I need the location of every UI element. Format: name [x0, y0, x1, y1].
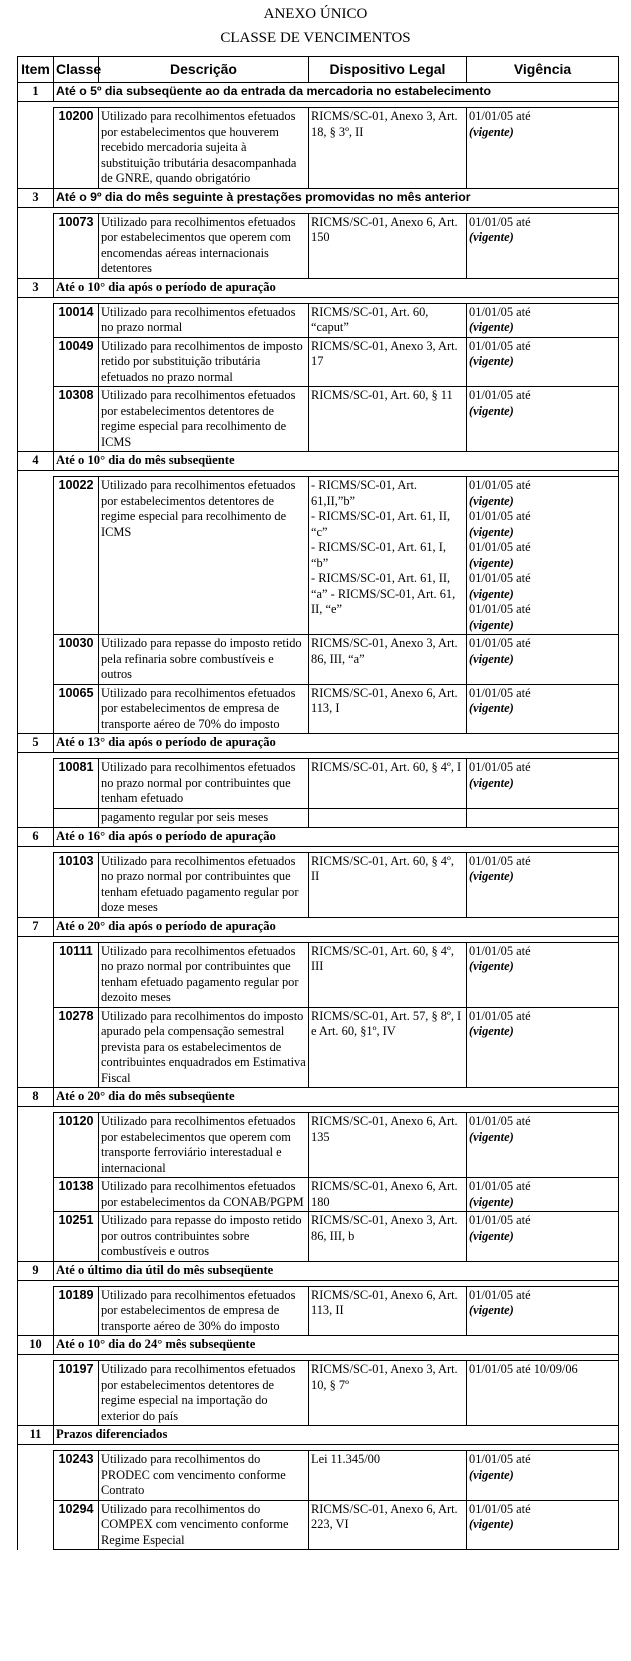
vigencia-word: vigente: [473, 586, 510, 601]
vigencia-cell: [467, 942, 619, 1007]
vigencia-line: [469, 854, 616, 885]
blank-item-cell: [18, 759, 54, 809]
dispositivo-legal-cell: RICMS/SC-01, Anexo 3, Art. 18, § 3º, II: [309, 108, 467, 189]
vigencia-close: ): [509, 1228, 514, 1243]
classe-code: 10138: [54, 1178, 99, 1212]
blank-item-cell: [18, 108, 54, 189]
vigencia-open: (: [469, 586, 474, 601]
vigencia-prefix: 01/01/05 até: [469, 571, 531, 585]
descricao-cell: Utilizado para recolhimentos efetuados por estabelecimentos que operem com transporte ferroviário interestadual e internacional: [99, 1113, 309, 1178]
classe-code: 10049: [54, 337, 99, 387]
group-item-number: 10: [18, 1336, 54, 1355]
vigencia-open: (: [469, 524, 474, 539]
dispositivo-legal-cell: RICMS/SC-01, Anexo 6, Art. 223, VI: [309, 1500, 467, 1550]
blank-item-cell: [18, 1178, 54, 1212]
dispositivo-legal-cell: Lei 11.345/00: [309, 1451, 467, 1501]
descricao-cell: Utilizado para recolhimentos efetuados no prazo normal por contribuintes que tenham efetuado pagamento regular por dezoito meses: [99, 942, 309, 1007]
classe-code: 10120: [54, 1113, 99, 1178]
blank-item-cell: [18, 1361, 54, 1426]
table-row: [18, 1212, 619, 1262]
table-row: [18, 942, 619, 1007]
vigencia-close: ): [509, 869, 514, 883]
vigencia-prefix: 01/01/05 até: [469, 943, 531, 958]
vigencia-open: (: [469, 230, 474, 244]
vigencia-open: (: [469, 555, 474, 570]
vigencia-prefix: 01/01/05 até: [469, 1287, 531, 1302]
vigencia-cell: [467, 684, 619, 734]
dispositivo-legal-cell: [309, 477, 467, 635]
vigencia-word: vigente: [473, 1467, 510, 1482]
blank-item-cell: [18, 1007, 54, 1088]
descricao-cell: Utilizado para recolhimentos efetuados por estabelecimentos detentores de regime especial para recolhimento de ICMS: [99, 477, 309, 635]
group-row: [18, 1426, 619, 1445]
vigencia-word: vigente: [473, 651, 510, 666]
blank-item-cell: [18, 1286, 54, 1336]
dispositivo-legal-cell: RICMS/SC-01, Anexo 6, Art. 113, II: [309, 1286, 467, 1336]
descricao-cell: Utilizado para recolhimentos do PRODEC com vencimento conforme Contrato: [99, 1451, 309, 1501]
vigencia-line: [469, 1009, 616, 1040]
classe-code: 10243: [54, 1451, 99, 1501]
descricao-cell: Utilizado para repasse do imposto retido por outros contribuintes sobre combustíveis e outros: [99, 1212, 309, 1262]
vigencia-close: ): [509, 775, 514, 790]
vigencia-cell: [467, 477, 619, 635]
vencimentos-table: [17, 56, 619, 1550]
classe-code: 10103: [54, 852, 99, 917]
vigencia-open: (: [469, 493, 474, 508]
vigencia-open: (: [469, 1303, 474, 1317]
vigencia-line: [469, 571, 616, 602]
vigencia-open: (: [469, 959, 474, 973]
vigencia-open: (: [469, 701, 474, 715]
vigencia-word: vigente: [473, 869, 510, 883]
vigencia-line: [469, 944, 616, 975]
vigencia-cell: [467, 1212, 619, 1262]
vigencia-cell: [467, 1113, 619, 1178]
dispositivo-line: - RICMS/SC-01, Art. 61, II, “a” - RICMS/SC-01, Art. 61, II, “e”: [311, 571, 456, 616]
vigencia-open: (: [469, 1194, 474, 1209]
descricao-cell: Utilizado para recolhimentos efetuados no prazo normal por contribuintes que tenham efetuado: [99, 759, 309, 809]
dispositivo-legal-cell: RICMS/SC-01, Anexo 3, Art. 86, III, b: [309, 1212, 467, 1262]
vigencia-cell: [467, 213, 619, 278]
dispositivo-legal-cell: RICMS/SC-01, Anexo 3, Art. 17: [309, 337, 467, 387]
table-row: [18, 684, 619, 734]
vigencia-cell: [467, 1451, 619, 1501]
vigencia-close: ): [509, 701, 514, 715]
vigencia-word: vigente: [473, 959, 510, 973]
vigencia-prefix: 01/01/05 até: [469, 1114, 531, 1128]
vigencia-line: [469, 1213, 616, 1244]
group-item-number: 11: [18, 1426, 54, 1445]
group-title: Prazos diferenciados: [54, 1426, 619, 1445]
descricao-cell: Utilizado para recolhimentos de imposto retido por substituição tributária efetuados no prazo normal: [99, 337, 309, 387]
classe-code: 10022: [54, 477, 99, 635]
dispositivo-legal-cell: RICMS/SC-01, Anexo 3, Art. 10, § 7º: [309, 1361, 467, 1426]
vigencia-cell: [467, 1007, 619, 1088]
classe-code: 10294: [54, 1500, 99, 1550]
table-row: [18, 303, 619, 337]
group-row: [18, 1088, 619, 1107]
vigencia-close: ): [509, 524, 514, 539]
blank-item-cell: [18, 684, 54, 734]
blank-vigencia-cell: [467, 808, 619, 827]
group-title: Até o 20° dia após o período de apuração: [54, 917, 619, 936]
group-row: [18, 827, 619, 846]
group-title: Até o 10° dia do 24° mês subseqüente: [54, 1336, 619, 1355]
vigencia-line: [469, 215, 616, 246]
vigencia-open: (: [469, 354, 474, 368]
classe-code: 10251: [54, 1212, 99, 1262]
vigencia-close: ): [509, 1467, 514, 1482]
vigencia-cell: [467, 387, 619, 452]
header-item: Item: [18, 57, 54, 83]
classe-code: 10189: [54, 1286, 99, 1336]
vigencia-word: vigente: [473, 701, 510, 715]
vigencia-word: vigente: [473, 617, 510, 632]
vigencia-word: vigente: [473, 1129, 510, 1144]
continuation-row: [18, 808, 619, 827]
vigencia-close: ): [509, 354, 514, 368]
blank-item-cell: [18, 852, 54, 917]
group-title: Até o último dia útil do mês subseqüente: [54, 1261, 619, 1280]
dispositivo-line: - RICMS/SC-01, Art. 61, II, “c”: [311, 509, 451, 539]
vigencia-cell: [467, 1286, 619, 1336]
descricao-cell: Utilizado para recolhimentos efetuados no prazo normal: [99, 303, 309, 337]
blank-item-cell: [18, 808, 54, 827]
classe-code: 10111: [54, 942, 99, 1007]
descricao-cell: Utilizado para recolhimentos efetuados no prazo normal por contribuintes que tenham efetuado pagamento regular por doze meses: [99, 852, 309, 917]
vigencia-open: (: [469, 1517, 474, 1531]
group-row: [18, 452, 619, 471]
vigencia-cell: [467, 1500, 619, 1550]
vigencia-prefix: 01/01/05 até: [469, 636, 531, 650]
group-item-number: 4: [18, 452, 54, 471]
vigencia-line: [469, 1288, 616, 1319]
classe-code: 10081: [54, 759, 99, 809]
group-row: [18, 917, 619, 936]
vigencia-close: ): [509, 651, 514, 666]
vigencia-close: ): [509, 959, 514, 973]
table-row: [18, 1500, 619, 1550]
annex-subtitle: CLASSE DE VENCIMENTOS: [220, 30, 411, 46]
vigencia-cell: [467, 303, 619, 337]
vigencia-prefix: 01/01/05 até: [469, 1008, 531, 1023]
vigencia-word: vigente: [473, 320, 510, 334]
vigencia-open: (: [469, 124, 474, 139]
vigencia-close: ): [509, 124, 514, 139]
vigencia-line: [469, 509, 616, 540]
blank-item-cell: [18, 1113, 54, 1178]
vigencia-line: [469, 478, 616, 509]
group-row: [18, 1261, 619, 1280]
table-row: [18, 1007, 619, 1088]
blank-dispositivo-cell: [309, 808, 467, 827]
classe-code: 10200: [54, 108, 99, 189]
vigencia-prefix: 01/01/05 até: [469, 388, 531, 402]
vigencia-close: ): [509, 1303, 514, 1317]
blank-item-cell: [18, 1451, 54, 1501]
dispositivo-legal-cell: RICMS/SC-01, Art. 60, § 4º, III: [309, 942, 467, 1007]
vigencia-cell: [467, 1178, 619, 1212]
vigencia-cell: [467, 635, 619, 685]
vigencia-close: ): [509, 586, 514, 601]
vigencia-line: [469, 1502, 616, 1533]
vigencia-line: [469, 540, 616, 571]
descricao-continuation: pagamento regular por seis meses: [99, 808, 309, 827]
blank-item-cell: [18, 477, 54, 635]
vigencia-word: vigente: [473, 403, 510, 418]
vigencia-line: [469, 388, 616, 419]
table-row: [18, 1451, 619, 1501]
vigencia-word: vigente: [473, 124, 510, 139]
group-title: Até o 5º dia subseqüente ao da entrada da mercadoria no estabelecimento: [54, 83, 619, 102]
dispositivo-legal-cell: RICMS/SC-01, Art. 60, § 4º, II: [309, 852, 467, 917]
vigencia-line: [469, 109, 616, 140]
blank-item-cell: [18, 635, 54, 685]
group-title: Até o 10° dia após o período de apuração: [54, 278, 619, 297]
vigencia-word: vigente: [473, 1024, 510, 1038]
dispositivo-line: - RICMS/SC-01, Art. 61, I, “b”: [311, 540, 446, 570]
vigencia-word: vigente: [473, 555, 510, 570]
vigencia-cell: [467, 759, 619, 809]
vigencia-prefix: 01/01/05 até: [469, 509, 531, 523]
dispositivo-legal-cell: RICMS/SC-01, Anexo 6, Art. 113, I: [309, 684, 467, 734]
header-classe: Classe: [54, 57, 99, 83]
vigencia-prefix: 01/01/05 até: [469, 1452, 531, 1466]
group-item-number: 1: [18, 83, 54, 102]
table-row: [18, 1361, 619, 1426]
table-row: [18, 1286, 619, 1336]
classe-code: 10308: [54, 387, 99, 452]
vigencia-prefix: 01/01/05 até: [469, 304, 531, 319]
blank-classe-cell: [54, 808, 99, 827]
vigencia-prefix: 01/01/05 até: [469, 1179, 531, 1193]
group-title: Até o 9º dia do mês seguinte à prestações promovidas no mês anterior: [54, 188, 619, 207]
vigencia-prefix: 01/01/05 até: [469, 853, 531, 868]
group-row: [18, 188, 619, 207]
vigencia-open: (: [469, 403, 474, 418]
vigencia-close: ): [509, 1194, 514, 1209]
vigencia-open: (: [469, 1129, 474, 1144]
vigencia-cell: [467, 108, 619, 189]
classe-code: 10014: [54, 303, 99, 337]
vigencia-open: (: [469, 869, 474, 883]
table-row: [18, 635, 619, 685]
table-row: [18, 1113, 619, 1178]
vigencia-close: ): [509, 1129, 514, 1144]
descricao-cell: Utilizado para recolhimentos efetuados por estabelecimentos de empresa de transporte aéreo de 70% do imposto: [99, 684, 309, 734]
vigencia-word: vigente: [473, 1303, 510, 1317]
vigencia-word: vigente: [473, 493, 510, 508]
vigencia-line: [469, 1179, 616, 1210]
dispositivo-legal-cell: RICMS/SC-01, Anexo 6, Art. 150: [309, 213, 467, 278]
vigencia-cell: [467, 337, 619, 387]
group-title: Até o 16° dia após o período de apuração: [54, 827, 619, 846]
vigencia-prefix: 01/01/05 até: [469, 1213, 531, 1227]
vigencia-prefix: 01/01/05 até: [469, 338, 531, 353]
table-row: [18, 387, 619, 452]
blank-item-cell: [18, 1500, 54, 1550]
table-row: [18, 337, 619, 387]
header-descricao: Descrição: [99, 57, 309, 83]
vigencia-close: ): [509, 403, 514, 418]
vigencia-word: vigente: [473, 354, 510, 368]
vigencia-close: ): [509, 555, 514, 570]
vigencia-line: [469, 686, 616, 717]
classe-code: 10197: [54, 1361, 99, 1426]
dispositivo-legal-cell: RICMS/SC-01, Art. 57, § 8º, I e Art. 60, §1º, IV: [309, 1007, 467, 1088]
vigencia-open: (: [469, 651, 474, 666]
annex-title: ANEXO ÚNICO: [263, 6, 368, 22]
vigencia-line: [469, 760, 616, 791]
vigencia-close: ): [509, 493, 514, 508]
descricao-cell: Utilizado para repasse do imposto retido pela refinaria sobre combustíveis e outros: [99, 635, 309, 685]
dispositivo-legal-cell: RICMS/SC-01, Anexo 6, Art. 180: [309, 1178, 467, 1212]
blank-item-cell: [18, 213, 54, 278]
blank-item-cell: [18, 387, 54, 452]
vigencia-close: ): [509, 230, 514, 244]
descricao-cell: Utilizado para recolhimentos efetuados por estabelecimentos detentores de regime especial na importação do exterior do país: [99, 1361, 309, 1426]
vigencia-line: [469, 1114, 616, 1145]
group-title: Até o 20° dia do mês subseqüente: [54, 1088, 619, 1107]
header-row: [18, 57, 619, 83]
group-item-number: 3: [18, 188, 54, 207]
blank-item-cell: [18, 303, 54, 337]
vigencia-word: vigente: [473, 1517, 510, 1531]
vigencia-prefix: 01/01/05 até: [469, 1501, 531, 1516]
descricao-cell: Utilizado para recolhimentos do imposto apurado pela compensação semestral prevista para os estabelecimentos de contribuintes enquadrados em Estimativa Fiscal: [99, 1007, 309, 1088]
classe-code: 10278: [54, 1007, 99, 1088]
vigencia-line: [469, 636, 616, 667]
group-item-number: 3: [18, 278, 54, 297]
vigencia-open: (: [469, 1024, 474, 1038]
group-title: Até o 13° dia após o período de apuração: [54, 734, 619, 753]
vigencia-prefix: 01/01/05 até: [469, 602, 531, 616]
dispositivo-legal-cell: RICMS/SC-01, Anexo 3, Art. 86, III, “a”: [309, 635, 467, 685]
dispositivo-line: - RICMS/SC-01, Art. 61,II,”b”: [311, 478, 418, 508]
vigencia-open: (: [469, 617, 474, 632]
vigencia-prefix: 01/01/05 até: [469, 540, 531, 554]
vigencia-open: (: [469, 775, 474, 790]
classe-code: 10030: [54, 635, 99, 685]
vigencia-prefix: 01/01/05 até: [469, 685, 531, 700]
dispositivo-legal-cell: RICMS/SC-01, Anexo 6, Art. 135: [309, 1113, 467, 1178]
descricao-cell: Utilizado para recolhimentos efetuados por estabelecimentos da CONAB/PGPM: [99, 1178, 309, 1212]
vigencia-cell: 01/01/05 até 10/09/06: [467, 1361, 619, 1426]
group-item-number: 9: [18, 1261, 54, 1280]
vigencia-word: vigente: [473, 230, 510, 244]
vigencia-line: [469, 339, 616, 370]
group-item-number: 8: [18, 1088, 54, 1107]
vigencia-open: (: [469, 1228, 474, 1243]
classe-code: 10065: [54, 684, 99, 734]
vigencia-prefix: 01/01/05 até: [469, 478, 531, 492]
vigencia-word: vigente: [473, 1228, 510, 1243]
blank-item-cell: [18, 337, 54, 387]
vigencia-close: ): [509, 320, 514, 334]
vigencia-line: [469, 1452, 616, 1483]
blank-item-cell: [18, 1212, 54, 1262]
descricao-cell: Utilizado para recolhimentos do COMPEX com vencimento conforme Regime Especial: [99, 1500, 309, 1550]
header-dispositivo-legal: Dispositivo Legal: [309, 57, 467, 83]
vigencia-prefix: 01/01/05 até: [469, 760, 531, 774]
vigencia-word: vigente: [473, 1194, 510, 1209]
dispositivo-legal-cell: RICMS/SC-01, Art. 60, § 4º, I: [309, 759, 467, 809]
group-item-number: 7: [18, 917, 54, 936]
group-row: [18, 734, 619, 753]
group-item-number: 6: [18, 827, 54, 846]
vigencia-close: ): [509, 1024, 514, 1038]
table-row: [18, 759, 619, 809]
blank-item-cell: [18, 942, 54, 1007]
descricao-cell: Utilizado para recolhimentos efetuados por estabelecimentos que houverem recebido mercadoria sujeita à substituição tributária desacompanhada de GNRE, quando obrigatório: [99, 108, 309, 189]
dispositivo-legal-cell: RICMS/SC-01, Art. 60, “caput”: [309, 303, 467, 337]
group-item-number: 5: [18, 734, 54, 753]
vigencia-word: vigente: [473, 524, 510, 539]
vigencia-word: vigente: [473, 775, 510, 790]
vigencia-line: [469, 602, 616, 633]
table-body: [18, 83, 619, 1550]
classe-code: 10073: [54, 213, 99, 278]
dispositivo-legal-cell: RICMS/SC-01, Art. 60, § 11: [309, 387, 467, 452]
vigencia-open: (: [469, 1467, 474, 1482]
table-row: [18, 852, 619, 917]
vigencia-close: ): [509, 1517, 514, 1531]
group-row: [18, 1336, 619, 1355]
vigencia-cell: [467, 852, 619, 917]
vigencia-open: (: [469, 320, 474, 334]
group-row: [18, 278, 619, 297]
table-row: [18, 1178, 619, 1212]
table-row: [18, 213, 619, 278]
header-vigencia: Vigência: [467, 57, 619, 83]
group-row: [18, 83, 619, 102]
table-row: [18, 477, 619, 635]
vigencia-prefix: 01/01/05 até: [469, 109, 531, 123]
vigencia-prefix: 01/01/05 até: [469, 214, 531, 229]
descricao-cell: Utilizado para recolhimentos efetuados por estabelecimentos de empresa de transporte aéreo de 30% do imposto: [99, 1286, 309, 1336]
table-row: [18, 108, 619, 189]
vigencia-close: ): [509, 617, 514, 632]
vigencia-line: [469, 305, 616, 336]
descricao-cell: Utilizado para recolhimentos efetuados por estabelecimentos que operem com encomendas aéreas internacionais detentores: [99, 213, 309, 278]
group-title: Até o 10° dia do mês subseqüente: [54, 452, 619, 471]
descricao-cell: Utilizado para recolhimentos efetuados por estabelecimentos detentores de regime especial para recolhimento de ICMS: [99, 387, 309, 452]
